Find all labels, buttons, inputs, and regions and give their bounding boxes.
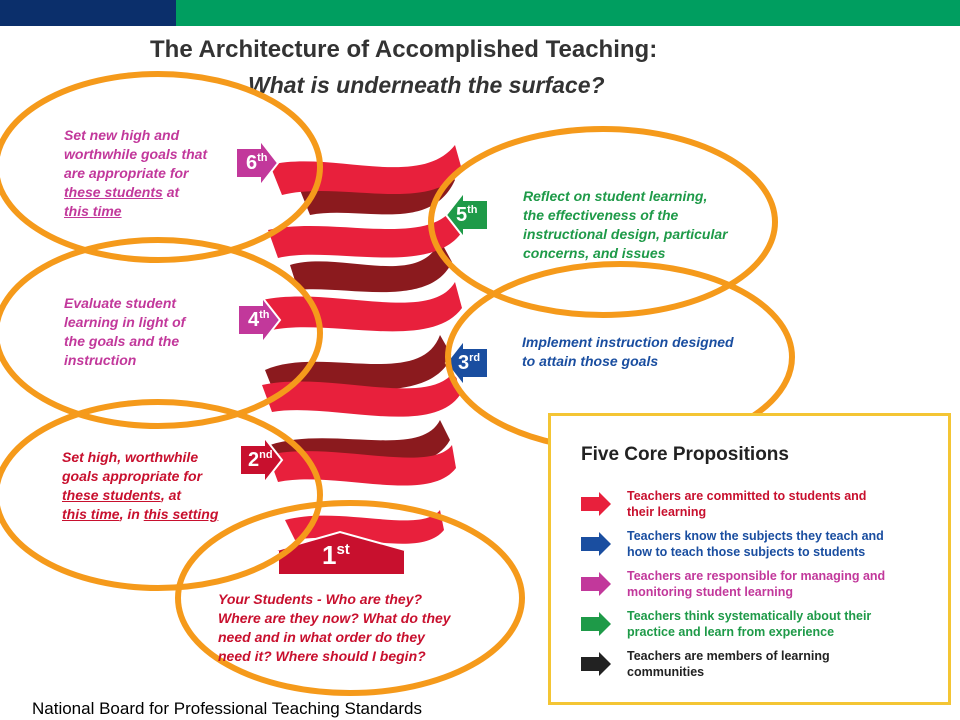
text-segment: learning in light of [64, 314, 186, 330]
text-segment: at [162, 184, 180, 200]
step-text-line [218, 609, 451, 628]
step-text-line [523, 206, 728, 225]
proposition-arrow-icon [581, 572, 613, 596]
badge-5-label: 5th [456, 204, 478, 226]
five-core-propositions-box [548, 413, 951, 705]
text-segment: the effectiveness of the [523, 207, 679, 223]
badge-2-label: 2nd [248, 449, 273, 471]
proposition-arrow-icon [581, 532, 613, 556]
propositions-title: Five Core Propositions [581, 444, 789, 465]
text-segment: Implement instruction designed [522, 334, 734, 350]
text-segment: Set new high and [64, 127, 180, 143]
step-text-line [62, 467, 218, 486]
text-segment: Set high, worthwhile [62, 449, 199, 465]
proposition-text [627, 488, 866, 520]
step-text-line [64, 351, 185, 370]
text-segment: worthwhile goals that [64, 146, 208, 162]
step-text-line [522, 333, 734, 352]
text-segment: need it? Where should I begin? [218, 648, 426, 664]
text-segment: are appropriate for [64, 165, 189, 181]
proposition-text-line: monitoring student learning [627, 585, 793, 599]
step-text-line [218, 590, 451, 609]
badge-3-label: 3rd [458, 352, 481, 374]
proposition-arrow-icon [581, 612, 613, 636]
step-1-text [218, 590, 451, 666]
proposition-item [581, 488, 941, 522]
badge-1-label: 1st [322, 540, 350, 570]
proposition-arrow-icon [581, 492, 613, 516]
underlined-phrase: these students [62, 487, 161, 503]
proposition-item [581, 568, 941, 602]
step-text-line [64, 164, 207, 183]
step-text-line [62, 486, 218, 505]
proposition-arrow-icon [581, 652, 613, 676]
text-segment: need and in what order do they [218, 629, 425, 645]
proposition-text-line: Teachers know the subjects they teach and [627, 529, 884, 543]
text-segment: to attain those goals [522, 353, 659, 369]
underlined-phrase: this time [62, 506, 120, 522]
proposition-item [581, 528, 941, 562]
step-2-text [62, 448, 218, 524]
step-text-line [64, 126, 207, 145]
step-text-line [218, 647, 451, 666]
text-segment: , in [119, 506, 144, 522]
step-lead: Your Students [218, 591, 314, 607]
footer-credit: National Board for Professional Teaching Standards [32, 699, 422, 718]
step-text-line [523, 244, 728, 263]
step-text-line [522, 352, 734, 371]
text-segment: the goals and the [64, 333, 180, 349]
proposition-text-line: how to teach those subjects to students [627, 545, 866, 559]
underlined-phrase: these students [64, 184, 163, 200]
step-6-text [64, 126, 207, 221]
text-segment: , at [160, 487, 182, 503]
badge-6-label: 6th [246, 152, 268, 174]
step-3-text [522, 333, 734, 371]
step-text-line [64, 202, 207, 221]
step-text-line [523, 187, 728, 206]
underlined-phrase: this time [64, 203, 122, 219]
proposition-text-line: communities [627, 665, 705, 679]
text-segment: Reflect on student learning, [523, 188, 708, 204]
proposition-text [627, 608, 871, 640]
underlined-phrase: this setting [143, 506, 219, 522]
step-4-text [64, 294, 185, 370]
text-segment: instructional design, particular [523, 226, 728, 242]
proposition-item [581, 608, 941, 642]
step-text-line [62, 505, 218, 524]
proposition-item [581, 648, 941, 682]
text-segment: instruction [64, 352, 137, 368]
proposition-text-line: their learning [627, 505, 707, 519]
text-segment: goals appropriate for [62, 468, 203, 484]
diagram-subtitle: What is underneath the surface? [248, 72, 605, 98]
proposition-text-line: Teachers are responsible for managing and [627, 569, 886, 583]
step-text-line [64, 332, 185, 351]
text-segment: Where are they now? What do they [218, 610, 451, 626]
step-text-line [64, 183, 207, 202]
proposition-text-line: Teachers are members of learning [627, 649, 830, 663]
text-segment: concerns, and issues [523, 245, 666, 261]
badge-4-label: 4th [248, 309, 270, 331]
text-segment: Evaluate student [64, 295, 177, 311]
step-text-line [64, 145, 207, 164]
step-text-line [218, 628, 451, 647]
proposition-text [627, 648, 830, 680]
proposition-text-line: practice and learn from experience [627, 625, 835, 639]
proposition-text-line: Teachers think systematically about their [627, 609, 872, 623]
step-text-line [523, 225, 728, 244]
proposition-text [627, 568, 885, 600]
step-5-text [523, 187, 728, 263]
step-text-line [64, 313, 185, 332]
step-text-line [64, 294, 185, 313]
text-segment: - Who are they? [313, 591, 423, 607]
diagram-title: The Architecture of Accomplished Teaching: [150, 36, 658, 63]
proposition-text-line: Teachers are committed to students and [627, 489, 867, 503]
proposition-text [627, 528, 884, 560]
step-text-line [62, 448, 218, 467]
